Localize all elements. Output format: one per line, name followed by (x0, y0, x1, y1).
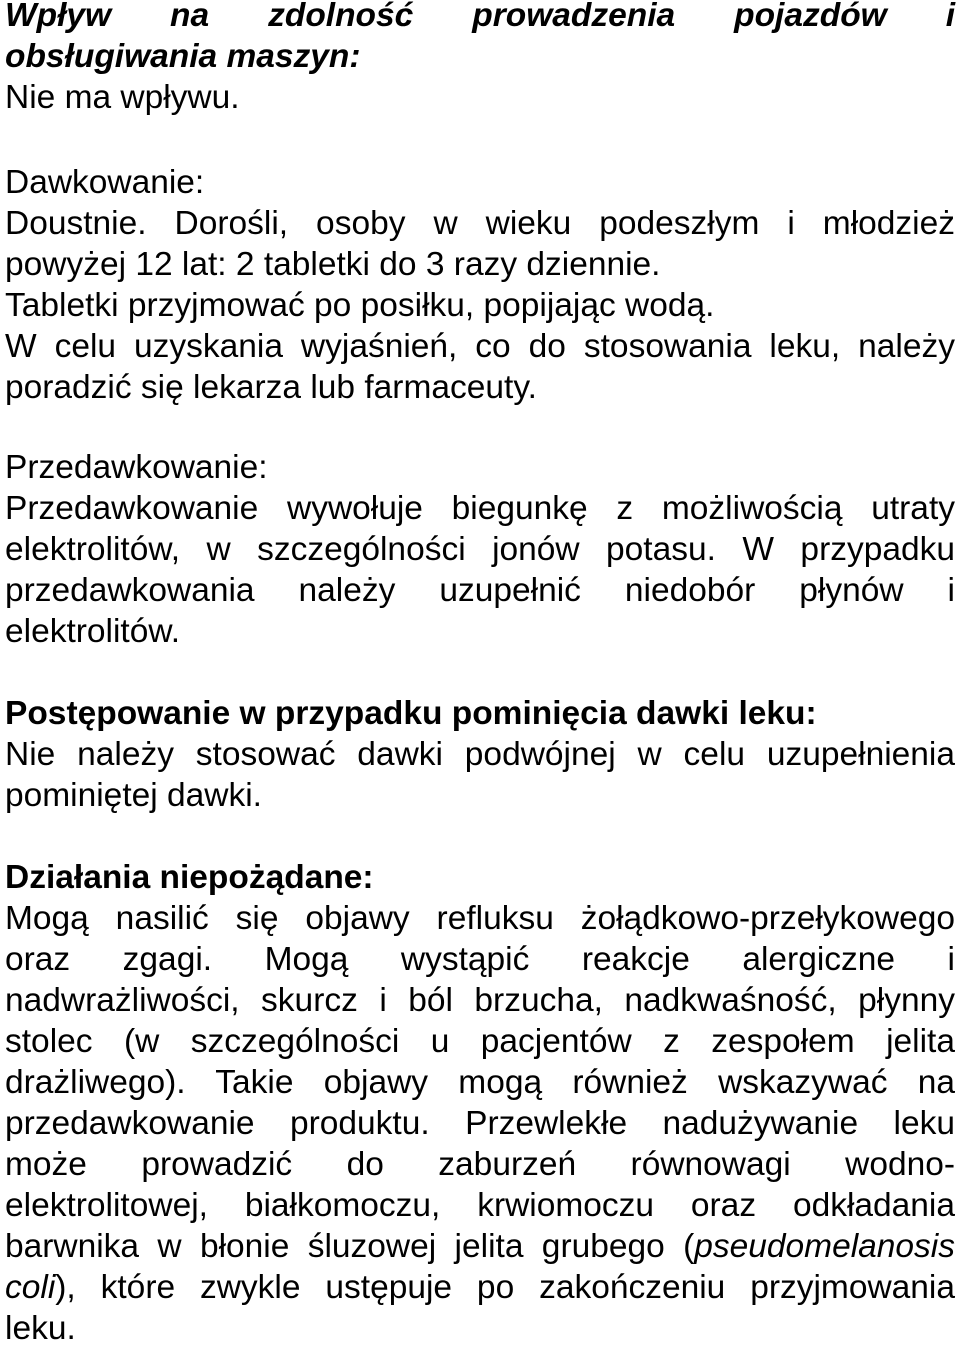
body-line: pominiętej dawki. (5, 777, 262, 814)
body-line: drażliwego). Takie objawy mogą również wskazywać na (5, 1064, 955, 1101)
body-line: przedawkowanie produktu. Przewlekłe nadużywanie leku (5, 1105, 955, 1142)
section-heading: Postępowanie w przypadku pominięcia dawki leku: (5, 695, 817, 732)
body-line: przedawkowania należy uzupełnić niedobór płynów i (5, 572, 955, 609)
section-body: Nie ma wpływu. (5, 79, 240, 116)
section-heading: Działania niepożądane: (5, 859, 374, 896)
body-line: W celu uzyskania wyjaśnień, co do stosowania leku, należy (5, 328, 955, 365)
body-line: elektrolitowej, białkomoczu, krwiomoczu oraz odkładania (5, 1187, 955, 1224)
body-line: Nie należy stosować dawki podwójnej w celu uzupełnienia (5, 736, 955, 773)
body-text: ), które zwykle ustępuje po zakończeniu przyjmowania (55, 1269, 955, 1306)
section-driving (5, 0, 955, 118)
heading-line: obsługiwania maszyn: (5, 38, 361, 75)
section-overdose (5, 447, 955, 652)
latin-term: pseudomelanosis (694, 1228, 955, 1265)
section-heading (5, 0, 955, 77)
section-dosage (5, 162, 955, 408)
body-line: elektrolitów, w szczególności jonów potasu. W przypadku (5, 531, 955, 568)
body-line: nadwrażliwości, skurcz i ból brzucha, nadkwaśność, płynny (5, 982, 955, 1019)
body-line: leku. (5, 1310, 76, 1347)
body-line: Tabletki przyjmować po posiłku, popijając wodą. (5, 287, 715, 324)
body-line (5, 1226, 955, 1267)
body-line: stolec (w szczególności u pacjentów z zespołem jelita (5, 1023, 955, 1060)
latin-term: coli (5, 1269, 56, 1306)
body-text: barwnika w błonie śluzowej jelita grubego ( (5, 1228, 695, 1265)
section-heading: Dawkowanie: (5, 164, 205, 201)
section-side-effects (5, 857, 955, 1349)
body-line: Przedawkowanie wywołuje biegunkę z możliwością utraty (5, 490, 955, 527)
section-heading: Przedawkowanie: (5, 449, 268, 486)
section-missed-dose (5, 693, 955, 816)
body-line: Mogą nasilić się objawy refluksu żołądkowo-przełykowego (5, 900, 955, 937)
body-line: poradzić się lekarza lub farmaceuty. (5, 369, 537, 406)
body-line: Doustnie. Dorośli, osoby w wieku podeszłym i młodzież (5, 205, 955, 242)
body-line (5, 1267, 955, 1308)
heading-line: Wpływ na zdolność prowadzenia pojazdów i (5, 0, 955, 34)
body-line: może prowadzić do zaburzeń równowagi wodno- (5, 1146, 955, 1183)
body-line: powyżej 12 lat: 2 tabletki do 3 razy dziennie. (5, 246, 661, 283)
body-line: oraz zgagi. Mogą wystąpić reakcje alergiczne i (5, 941, 955, 978)
body-line: elektrolitów. (5, 613, 181, 650)
